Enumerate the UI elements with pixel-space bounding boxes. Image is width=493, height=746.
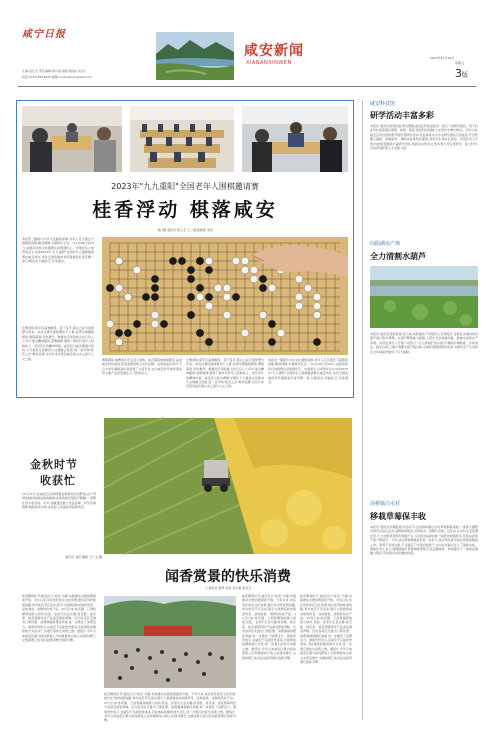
white-stone: [133, 266, 141, 274]
white-stone: [214, 284, 222, 292]
black-stone: [205, 266, 213, 274]
right3-section-label: 高桥镇白水村: [370, 501, 401, 507]
black-stone: [187, 266, 195, 274]
issue-weekday: 星期五: [455, 61, 465, 65]
go-board-photo: [102, 237, 348, 355]
lead-body-col1b: 比赛现场,棋手们凝神静思、落子有声,黑白之间尽显智慧与风采。本次比赛设团体赛和个人赛,采用中国围棋规则,赛程紧凑,竞争激烈。参赛选手年龄最大的已有八十多岁,他们精神矍铄,思维敏捷,展现了新时代老年人积极向上、老有所乐的精神风貌。咸安区以此次赛事为契机,大力推进全民健身与文旅融合发展,进一步打响"桂花之乡"城市品牌,让四方来宾感受咸安的山水之美与人文之韵。: [22, 326, 95, 361]
go-match-hall-photo: [130, 106, 234, 172]
black-stone: [133, 320, 141, 328]
tourists-square-photo: [104, 596, 236, 688]
white-stone: [250, 266, 258, 274]
white-stone: [115, 284, 123, 292]
go-match-photo-left: [22, 106, 122, 172]
issue-date: 2023年11月24日: [430, 56, 455, 60]
harvest-field-photo: [104, 418, 352, 554]
white-stone: [241, 329, 249, 337]
consumption-body-col3: 桂花飘香时节,咸安区以"桂花"为媒,持续推动文旅消费提质升级。今年以来,该区依托桂花文化资源,推出系列赏桂游线路,举办桂花节庆活动,吸引大批游客前来闻香赏景、品味美食、选购特色农产品。11月以来,桂花镇、汀泗桥镇等地游人如织,民宿、农家乐生意火爆,桂花糕、桂花茶、桂花酒等特色产品深受游客青睐。区内各景区还推出门票优惠、消费满减等惠民举措,进一步激发了消费活力。游客纷纷表示,在咸安不仅能欣赏美景,还能体验浓郁的地方文化,是一次难忘的快乐消费之旅。据统计,今年以来咸安区累计接待游客人次和旅游综合收入实现双增长,文旅消费已成为拉动经济增长的新引擎。: [300, 594, 352, 665]
right3-headline: 移栽草莓保丰收: [370, 512, 426, 521]
right2-body: 本报讯 通讯员吴俊报道:连日来,向阳湖水产场组织人员和船只,对辖区水域内的水葫芦进行集中清理。水葫芦繁殖能力极强,大量生长会堵塞河道、影响水质和水产养殖。该场安排专人专船,分段包干,全力清割打捞水葫芦,确保水域畅通、水体清洁。截至目前,已累计清理水葫芦数百吨,水域环境得到明显改善,为群众生产生活和生态环境保护提供了有力保障。: [370, 332, 478, 354]
right2-headline: 全力清割水葫芦: [370, 252, 426, 261]
black-stone: [313, 338, 321, 346]
go-match-players-photo: [242, 106, 348, 172]
black-stone: [151, 275, 159, 283]
white-stone: [313, 302, 321, 310]
lead-headline: 桂香浮动 棋落咸安: [92, 199, 278, 221]
black-stone: [160, 320, 168, 328]
page-number: [455, 67, 468, 80]
white-stone: [205, 257, 213, 265]
lead-kicker: 2023年"九九重阳"全国老年人围棋邀请赛: [111, 182, 259, 191]
black-stone: [106, 284, 114, 292]
edition-title: 咸安新闻: [244, 43, 304, 59]
lead-body-col1: 本报讯 "围棋与中华文化渊源深厚,老年人可以通过下棋锻炼思维,陶冶情操,丰富晚年生活。"11月20日至22日,由国家体育总局棋牌运动管理中心、中国老年人体育协会主办的2023年"九九重阳"全国老年人围棋邀请赛在咸安举办,来自全国各地的老年围棋爱好者齐聚一堂,以棋会友,切磋技艺,共享盛会。: [22, 237, 94, 264]
black-stone: [187, 275, 195, 283]
masthead: [0, 0, 493, 88]
white-stone: [115, 257, 123, 265]
editor-info: 主编:吴红文 责任编辑:黄小丽 组版:程雨卉 校对:: [22, 69, 86, 73]
black-stone: [124, 329, 132, 337]
edition-title-pinyin: XIANANXINWEN: [246, 60, 292, 66]
black-stone: [259, 275, 267, 283]
black-stone: [187, 311, 195, 319]
black-stone: [205, 293, 213, 301]
right3-body: 本报讯 通讯员李娜报道:初冬时节,走进高桥镇白水村草莓种植基地,一排排大棚整齐排列,村民们正忙着移栽草莓苗,田间地头一派繁忙景象。近年来,白水村立足资源优势,大力发展草莓特色种植产业,引进优质品种,推广标准化种植技术,草莓品质和产量不断提升。今年,该村草莓种植面积进一步扩大,预计明年春节前后草莓将陆续上市。草莓产业的发展,不仅鼓起了村民的钱袋子,也为乡村振兴注入了强劲动能。基地负责人表示,将继续做好草莓种植管理,打造采摘体验、休闲观光于一体的农旅融合项目,带动更多村民增收致富。: [370, 525, 478, 556]
white-stone: [295, 275, 303, 283]
black-stone: [187, 293, 195, 301]
white-stone: [205, 302, 213, 310]
harvest-heading-line1: 金秋时节: [30, 458, 78, 471]
black-stone: [142, 293, 150, 301]
white-stone: [250, 275, 258, 283]
white-stone: [106, 320, 114, 328]
black-stone: [115, 329, 123, 337]
black-stone: [268, 320, 276, 328]
consumption-body-col1: 桂花飘香时节,咸安区以"桂花"为媒,持续推动文旅消费提质升级。今年以来,该区依托桂花文化资源,推出系列赏桂游线路,举办桂花节庆活动,吸引大批游客前来闻香赏景、品味美食、选购特色农产品。11月以来,桂花镇、汀泗桥镇等地游人如织,民宿、农家乐生意火爆,桂花糕、桂花茶、桂花酒等特色产品深受游客青睐。区内各景区还推出门票优惠、消费满减等惠民举措,进一步激发了消费活力。游客纷纷表示,在咸安不仅能欣赏美景,还能体验浓郁的地方文化,是一次难忘的快乐消费之旅。据统计,今年以来咸安区累计接待游客人次和旅游综合收入实现双增长,文旅消费已成为拉动经济增长的新引擎。: [22, 594, 96, 643]
right1-section-label: 咸安科技馆: [370, 101, 396, 107]
black-stone: [205, 338, 213, 346]
white-stone: [313, 311, 321, 319]
right-column-divider: [362, 100, 363, 720]
newspaper-logo: 咸宁日报: [22, 29, 66, 40]
white-stone: [151, 311, 159, 319]
harvest-byline: 通讯员 刘泽 摄影 王广文 摄: [65, 555, 102, 559]
black-stone: [151, 284, 159, 292]
white-stone: [313, 293, 321, 301]
contact-info: 电话:0715-8123672 邮箱:xnrbxianan@163.com: [22, 75, 93, 79]
white-stone: [223, 293, 231, 301]
lead-body-col2: 赛事期间,参赛选手还走进汀泗桥、桂花镇等地参观游览,品尝咸安特色美食,感受浓厚的地方文化氛围。活动的成功举办,不仅为老年围棋爱好者搭建了交流平台,也为咸安老年体育事业和文旅产业的发展注入了新的活力。: [102, 358, 182, 376]
harvest-caption: 11月22日,在咸安区官埠桥镇官埠桥村的田野里,农户驾驶收割机收割成熟的晚稻,金黄的稻田里机声隆隆,一派繁忙的丰收景象。今年,该镇通过推广优良品种、科学田间管理,晚稻喜获丰收,农民脸上洋溢着喜悦的笑容。: [22, 492, 96, 510]
white-stone: [268, 284, 276, 292]
black-stone: [232, 293, 240, 301]
white-stone: [124, 293, 132, 301]
consumption-body-col4: 桂花飘香时节,咸安区以"桂花"为媒,持续推动文旅消费提质升级。今年以来,该区依托桂花文化资源,推出系列赏桂游线路,举办桂花节庆活动,吸引大批游客前来闻香赏景、品味美食、选购特色农产品。11月以来,桂花镇、汀泗桥镇等地游人如织,民宿、农家乐生意火爆,桂花糕、桂花茶、桂花酒等特色产品深受游客青睐。区内各景区还推出门票优惠、消费满减等惠民举措,进一步激发了消费活力。游客纷纷表示,在咸安不仅能欣赏美景,还能体验浓郁的地方文化,是一次难忘的快乐消费之旅。据统计,今年以来咸安区累计接待游客人次和旅游综合收入实现双增长,文旅消费已成为拉动经济增长的新引擎。: [104, 692, 236, 723]
white-stone: [232, 257, 240, 265]
lead-body-col4: 本报讯 "围棋与中华文化渊源深厚,老年人可以通过下棋锻炼思维,陶冶情操,丰富晚年生活。"11月20日至22日,由国家体育总局棋牌运动管理中心、中国老年人体育协会主办的2023年"九九重阳"全国老年人围棋邀请赛在咸安举办,来自全国各地的老年围棋爱好者齐聚一堂,以棋会友,切磋技艺,共享盛会。: [268, 358, 348, 385]
white-stone: [151, 320, 159, 328]
white-stone: [115, 338, 123, 346]
water-hyacinth-photo: [370, 266, 478, 328]
black-stone: [196, 284, 204, 292]
white-stone: [277, 329, 285, 337]
white-stone: [241, 266, 249, 274]
lead-byline: 刘汉卿 通讯员 陈立冬 王二刚 程晓燕 李彤: [157, 228, 213, 232]
black-stone: [169, 257, 177, 265]
page-number-digit: 3: [455, 67, 462, 80]
consumption-body-col2: 桂花飘香时节,咸安区以"桂花"为媒,持续推动文旅消费提质升级。今年以来,该区依托桂花文化资源,推出系列赏桂游线路,举办桂花节庆活动,吸引大批游客前来闻香赏景、品味美食、选购特色农产品。11月以来,桂花镇、汀泗桥镇等地游人如织,民宿、农家乐生意火爆,桂花糕、桂花茶、桂花酒等特色产品深受游客青睐。区内各景区还推出门票优惠、消费满减等惠民举措,进一步激发了消费活力。游客纷纷表示,在咸安不仅能欣赏美景,还能体验浓郁的地方文化,是一次难忘的快乐消费之旅。据统计,今年以来咸安区累计接待游客人次和旅游综合收入实现双增长,文旅消费已成为拉动经济增长的新引擎。: [242, 594, 297, 660]
white-stone: [223, 284, 231, 292]
page-number-suffix: 版: [462, 72, 469, 79]
white-stone: [259, 311, 267, 319]
black-stone: [259, 284, 267, 292]
lead-body-col3: 比赛现场,棋手们凝神静思、落子有声,黑白之间尽显智慧与风采。本次比赛设团体赛和个人赛,采用中国围棋规则,赛程紧凑,竞争激烈。参赛选手年龄最大的已有八十多岁,他们精神矍铄,思维敏捷,展现了新时代老年人积极向上、老有所乐的精神风貌。咸安区以此次赛事为契机,大力推进全民健身与文旅融合发展,进一步打响"桂花之乡"城市品牌,让四方来宾感受咸安的山水之美与人文之韵。: [186, 358, 264, 389]
right2-section-label: 向阳湖水产场: [370, 241, 401, 247]
black-stone: [196, 329, 204, 337]
black-stone: [178, 257, 186, 265]
consumption-headline: 闻香赏景的快乐消费: [165, 569, 291, 585]
harvest-heading-line2: 收获忙: [40, 474, 76, 487]
white-stone: [295, 293, 303, 301]
white-stone: [295, 302, 303, 310]
white-stone: [223, 311, 231, 319]
consumption-byline: □ 通讯员 夏琴 刘泽 李小梅 余永玉: [204, 586, 252, 590]
black-stone: [268, 338, 276, 346]
masthead-landscape-photo: [156, 32, 234, 80]
black-stone: [151, 293, 159, 301]
white-stone: [241, 257, 249, 265]
white-stone: [304, 284, 312, 292]
black-stone: [196, 257, 204, 265]
white-stone: [196, 293, 204, 301]
right1-headline: 研学活动丰富多彩: [370, 111, 434, 120]
masthead-rule: [18, 86, 476, 87]
right1-body: 本报讯 通讯员刘雪报道:周末假期,咸安区科技馆迎来一批又一批研学团队。孩子们在科技馆里通过观察、体验、探索,感受科技的魅力,在欢乐中增长知识。今年以来,咸安区科技馆积极开展科普研学活动,先后接待中小学生研学团队百余批次,开设机器人编程、航模制作、趣味实验等特色课程,深受学生和家长欢迎。该馆负责人介绍,科技馆将继续丰富研学内容,创新活动形式,让更多青少年走进科学、爱上科学,为培养创新型人才贡献力量。: [370, 124, 478, 151]
